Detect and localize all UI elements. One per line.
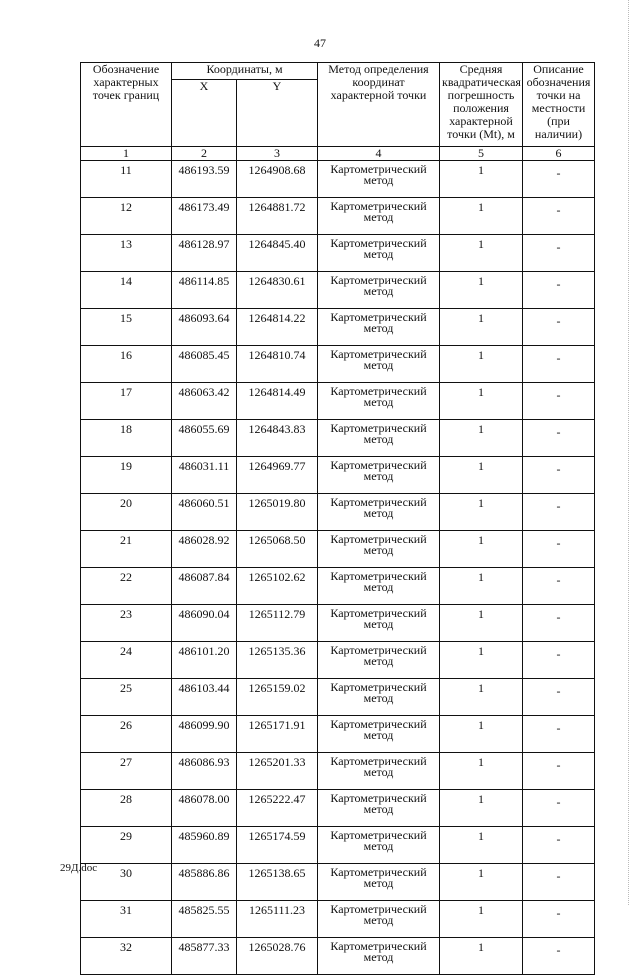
- table-row: [81, 864, 595, 901]
- cell-point-id: 23: [81, 605, 172, 642]
- cell-method: Картометрический метод: [318, 235, 440, 272]
- cell-description: -: [523, 753, 595, 790]
- cell-error: 1: [440, 161, 523, 198]
- cell-method: Картометрический метод: [318, 198, 440, 235]
- cell-error: 1: [440, 642, 523, 679]
- cell-x: 486093.64: [172, 309, 237, 346]
- cell-x: 486055.69: [172, 420, 237, 457]
- header-x: X: [172, 80, 237, 147]
- cell-y: 1265019.80: [237, 494, 318, 531]
- cell-point-id: 31: [81, 901, 172, 938]
- cell-point-id: 19: [81, 457, 172, 494]
- cell-error: 1: [440, 272, 523, 309]
- cell-description: -: [523, 642, 595, 679]
- table-row: [81, 531, 595, 568]
- cell-method: Картометрический метод: [318, 790, 440, 827]
- column-number: 5: [440, 147, 523, 161]
- cell-point-id: 12: [81, 198, 172, 235]
- table-row: [81, 309, 595, 346]
- cell-point-id: 20: [81, 494, 172, 531]
- table-row: [81, 605, 595, 642]
- cell-error: 1: [440, 494, 523, 531]
- cell-description: -: [523, 494, 595, 531]
- cell-description: -: [523, 383, 595, 420]
- column-number: 6: [523, 147, 595, 161]
- cell-y: 1264810.74: [237, 346, 318, 383]
- cell-y: 1264830.61: [237, 272, 318, 309]
- cell-x: 486086.93: [172, 753, 237, 790]
- cell-description: -: [523, 309, 595, 346]
- cell-error: 1: [440, 457, 523, 494]
- column-number-row: [81, 147, 595, 161]
- cell-method: Картометрический метод: [318, 827, 440, 864]
- cell-point-id: 21: [81, 531, 172, 568]
- cell-method: Картометрический метод: [318, 568, 440, 605]
- cell-y: 1264814.22: [237, 309, 318, 346]
- footer-filename: 29Д.doc: [60, 862, 98, 874]
- cell-x: 486063.42: [172, 383, 237, 420]
- cell-description: -: [523, 346, 595, 383]
- cell-method: Картометрический метод: [318, 938, 440, 975]
- cell-description: -: [523, 235, 595, 272]
- cell-method: Картометрический метод: [318, 679, 440, 716]
- cell-method: Картометрический метод: [318, 346, 440, 383]
- cell-y: 1265174.59: [237, 827, 318, 864]
- cell-y: 1265112.79: [237, 605, 318, 642]
- table-row: [81, 753, 595, 790]
- cell-x: 486085.45: [172, 346, 237, 383]
- cell-error: 1: [440, 420, 523, 457]
- cell-method: Картометрический метод: [318, 457, 440, 494]
- cell-y: 1265102.62: [237, 568, 318, 605]
- cell-point-id: 13: [81, 235, 172, 272]
- cell-x: 486028.92: [172, 531, 237, 568]
- page-margin-line: [628, 0, 629, 905]
- cell-description: -: [523, 161, 595, 198]
- cell-description: -: [523, 938, 595, 975]
- cell-method: Картометрический метод: [318, 753, 440, 790]
- cell-x: 486087.84: [172, 568, 237, 605]
- cell-point-id: 30: [81, 864, 172, 901]
- cell-y: 1265159.02: [237, 679, 318, 716]
- table-row: [81, 679, 595, 716]
- cell-error: 1: [440, 790, 523, 827]
- cell-description: -: [523, 605, 595, 642]
- cell-description: -: [523, 568, 595, 605]
- cell-x: 485877.33: [172, 938, 237, 975]
- cell-y: 1264845.40: [237, 235, 318, 272]
- table-row: [81, 716, 595, 753]
- cell-x: 486173.49: [172, 198, 237, 235]
- cell-description: -: [523, 864, 595, 901]
- cell-y: 1265111.23: [237, 901, 318, 938]
- table-row: [81, 420, 595, 457]
- cell-method: Картометрический метод: [318, 420, 440, 457]
- cell-method: Картометрический метод: [318, 716, 440, 753]
- cell-point-id: 17: [81, 383, 172, 420]
- header-error: Средняя квадратическая погрешность положения характерной точки (Mt), м: [440, 63, 523, 147]
- cell-method: Картометрический метод: [318, 494, 440, 531]
- cell-error: 1: [440, 531, 523, 568]
- cell-description: -: [523, 901, 595, 938]
- cell-method: Картометрический метод: [318, 161, 440, 198]
- cell-x: 486060.51: [172, 494, 237, 531]
- cell-x: 486103.44: [172, 679, 237, 716]
- cell-point-id: 32: [81, 938, 172, 975]
- cell-x: 485825.55: [172, 901, 237, 938]
- column-number: 1: [81, 147, 172, 161]
- cell-error: 1: [440, 716, 523, 753]
- cell-error: 1: [440, 383, 523, 420]
- cell-y: 1265138.65: [237, 864, 318, 901]
- cell-point-id: 16: [81, 346, 172, 383]
- table-row: [81, 272, 595, 309]
- header-coordinates: Координаты, м: [172, 63, 318, 80]
- cell-description: -: [523, 827, 595, 864]
- cell-error: 1: [440, 864, 523, 901]
- header-method: Метод определения координат характерной точки: [318, 63, 440, 147]
- coordinates-table: [80, 62, 595, 975]
- column-number: 4: [318, 147, 440, 161]
- cell-error: 1: [440, 198, 523, 235]
- table-row: [81, 235, 595, 272]
- cell-y: 1265171.91: [237, 716, 318, 753]
- cell-method: Картометрический метод: [318, 864, 440, 901]
- cell-description: -: [523, 272, 595, 309]
- cell-error: 1: [440, 679, 523, 716]
- cell-description: -: [523, 716, 595, 753]
- table-row: [81, 568, 595, 605]
- cell-method: Картометрический метод: [318, 642, 440, 679]
- cell-method: Картометрический метод: [318, 309, 440, 346]
- header-y: Y: [237, 80, 318, 147]
- column-number: 2: [172, 147, 237, 161]
- cell-y: 1264969.77: [237, 457, 318, 494]
- cell-error: 1: [440, 753, 523, 790]
- cell-point-id: 29: [81, 827, 172, 864]
- cell-point-id: 22: [81, 568, 172, 605]
- cell-y: 1265135.36: [237, 642, 318, 679]
- table-row: [81, 161, 595, 198]
- cell-description: -: [523, 198, 595, 235]
- cell-point-id: 11: [81, 161, 172, 198]
- table-row: [81, 383, 595, 420]
- cell-point-id: 25: [81, 679, 172, 716]
- cell-error: 1: [440, 309, 523, 346]
- cell-point-id: 28: [81, 790, 172, 827]
- table-row: [81, 642, 595, 679]
- cell-x: 486099.90: [172, 716, 237, 753]
- cell-y: 1265068.50: [237, 531, 318, 568]
- cell-point-id: 24: [81, 642, 172, 679]
- cell-description: -: [523, 531, 595, 568]
- cell-point-id: 18: [81, 420, 172, 457]
- cell-method: Картометрический метод: [318, 531, 440, 568]
- cell-error: 1: [440, 827, 523, 864]
- cell-method: Картометрический метод: [318, 901, 440, 938]
- cell-method: Картометрический метод: [318, 605, 440, 642]
- cell-method: Картометрический метод: [318, 383, 440, 420]
- cell-y: 1265201.33: [237, 753, 318, 790]
- cell-error: 1: [440, 346, 523, 383]
- cell-x: 486090.04: [172, 605, 237, 642]
- cell-x: 486193.59: [172, 161, 237, 198]
- cell-point-id: 15: [81, 309, 172, 346]
- cell-point-id: 26: [81, 716, 172, 753]
- table-row: [81, 346, 595, 383]
- cell-error: 1: [440, 605, 523, 642]
- cell-x: 486078.00: [172, 790, 237, 827]
- cell-description: -: [523, 457, 595, 494]
- cell-error: 1: [440, 568, 523, 605]
- cell-x: 486128.97: [172, 235, 237, 272]
- cell-x: 486114.85: [172, 272, 237, 309]
- table-row: [81, 901, 595, 938]
- cell-x: 486101.20: [172, 642, 237, 679]
- cell-y: 1265028.76: [237, 938, 318, 975]
- cell-method: Картометрический метод: [318, 272, 440, 309]
- cell-error: 1: [440, 938, 523, 975]
- header-description: Описание обозначения точки на местности (при наличии): [523, 63, 595, 147]
- table-body: [81, 147, 595, 975]
- column-number: 3: [237, 147, 318, 161]
- table-row: [81, 827, 595, 864]
- cell-description: -: [523, 679, 595, 716]
- page-number: 47: [314, 36, 326, 50]
- cell-description: -: [523, 420, 595, 457]
- header-point-id: Обозначение характерных точек границ: [81, 63, 172, 147]
- cell-y: 1264908.68: [237, 161, 318, 198]
- table-row: [81, 938, 595, 975]
- table-row: [81, 198, 595, 235]
- cell-error: 1: [440, 901, 523, 938]
- table-row: [81, 457, 595, 494]
- cell-x: 485886.86: [172, 864, 237, 901]
- cell-y: 1264881.72: [237, 198, 318, 235]
- cell-description: -: [523, 790, 595, 827]
- table-row: [81, 790, 595, 827]
- cell-error: 1: [440, 235, 523, 272]
- table-row: [81, 494, 595, 531]
- cell-y: 1264814.49: [237, 383, 318, 420]
- cell-y: 1265222.47: [237, 790, 318, 827]
- cell-x: 485960.89: [172, 827, 237, 864]
- cell-x: 486031.11: [172, 457, 237, 494]
- cell-point-id: 14: [81, 272, 172, 309]
- cell-point-id: 27: [81, 753, 172, 790]
- cell-y: 1264843.83: [237, 420, 318, 457]
